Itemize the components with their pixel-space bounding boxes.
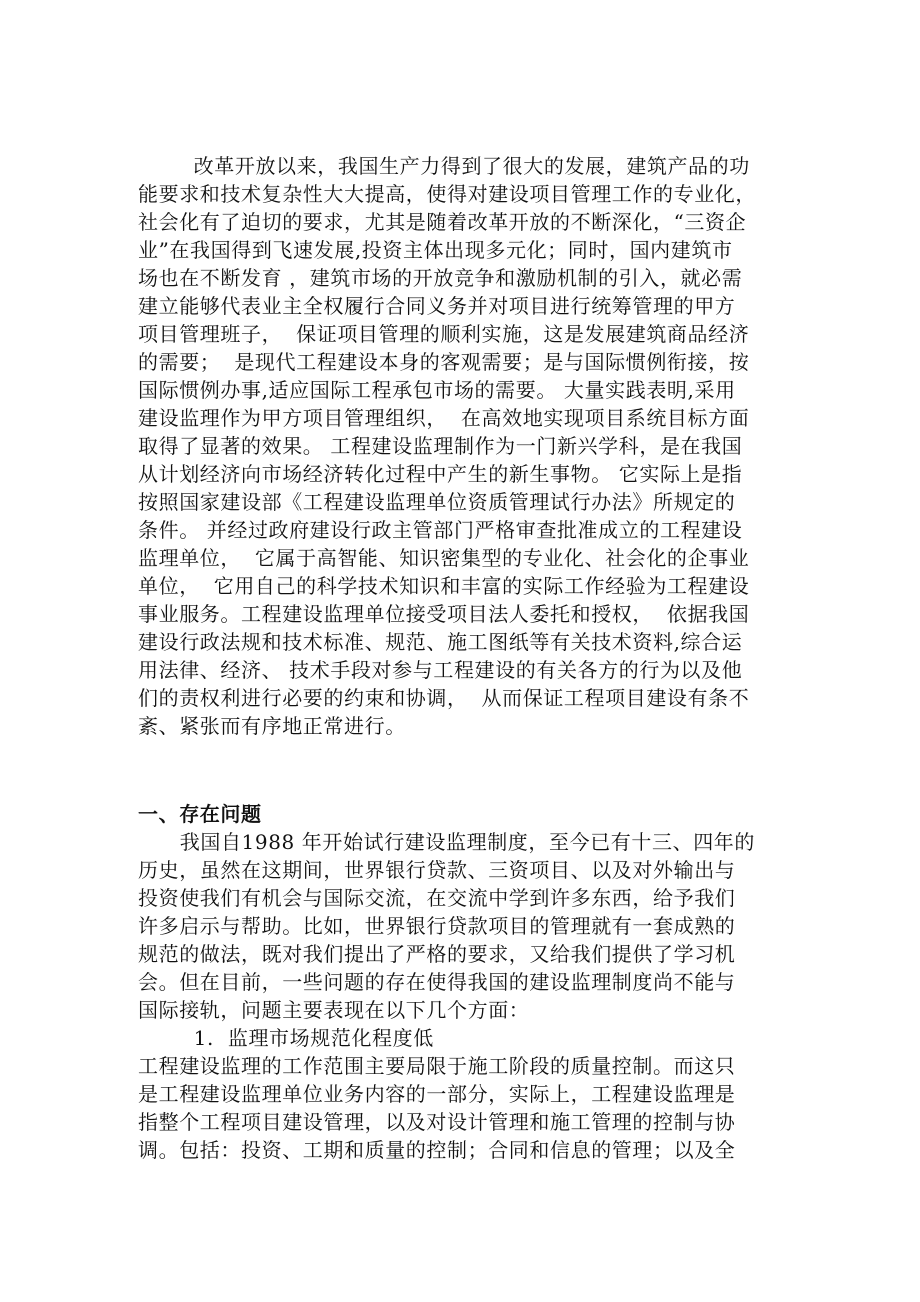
paragraph-line: 投资使我们有机会与国际交流，在交流中学到许多东西，给予我们 [138,886,736,910]
paragraph-line: 改革开放以来，我国生产力得到了很大的发展，建筑产品的功 [138,154,750,178]
paragraph-line: 紊、紧张而有序地正常进行。 [138,714,406,738]
paragraph-line: 项目管理班子， 保证项目管理的顺利实施，这是发展建筑商品经济 [138,322,750,346]
paragraph-line: 是工程建设监理单位业务内容的一部分，实际上，工程建设监理是 [138,1082,736,1106]
paragraph-line: 们的责权利进行必要的约束和协调， 从而保证工程项目建设有条不 [138,686,750,710]
paragraph-line: 国际惯例办事,适应国际工程承包市场的需要。 大量实践表明,采用 [138,378,736,402]
paragraph-line: 国际接轨，问题主要表现在以下几个方面： [138,998,530,1022]
paragraph-line: 用法律、经济、 技术手段对参与工程建设的有关各方的行为以及他 [138,658,743,682]
paragraph-line: 建立能够代表业主全权履行合同义务并对项目进行统筹管理的甲方 [138,294,736,318]
paragraph-line: 单位， 它用自己的科学技术知识和丰富的实际工作经验为工程建设 [138,574,750,598]
paragraph-line: 从计划经济向市场经济转化过程中产生的新生事物。 它实际上是指 [138,462,743,486]
paragraph-line: 事业服务。工程建设监理单位接受项目法人委托和授权， 依据我国 [138,602,750,626]
paragraph-line: 社会化有了迫切的要求，尤其是随着改革开放的不断深化，“三资企 [138,210,747,234]
paragraph-line: 许多启示与帮助。比如，世界银行贷款项目的管理就有一套成熟的 [138,914,736,938]
paragraph-line: 的需要； 是现代工程建设本身的客观需要；是与国际惯例衔接，按 [138,350,750,374]
paragraph-line: 监理单位， 它属于高智能、知识密集型的专业化、社会化的企事业 [138,546,750,570]
paragraph-line: 建设行政法规和技术标准、规范、施工图纸等有关技术资料,综合运 [138,630,743,654]
paragraph-line: 按照国家建设部《工程建设监理单位资质管理试行办法》所规定的 [138,490,736,514]
paragraph-line: 我国自1988 年开始试行建设监理制度，至今已有十三、四年的 [138,830,755,854]
paragraph-line: 业”在我国得到飞速发展,投资主体出现多元化；同时，国内建筑市 [138,238,733,262]
subsection-heading: 1. 监理市场规范化程度低 [138,1026,434,1050]
paragraph-line: 指整个工程项目建设管理，以及对设计管理和施工管理的控制与协 [138,1110,736,1134]
paragraph-line: 能要求和技术复杂性大大提高，使得对建设项目管理工作的专业化， [138,182,756,206]
paragraph-line: 工程建设监理的工作范围主要局限于施工阶段的质量控制。而这只 [138,1054,736,1078]
paragraph-line: 历史，虽然在这期间，世界银行贷款、三资项目、以及对外输出与 [138,858,736,882]
paragraph-line: 建设监理作为甲方项目管理组织， 在高效地实现项目系统目标方面 [138,406,750,430]
paragraph-line: 会。但在目前，一些问题的存在使得我国的建设监理制度尚不能与 [138,970,736,994]
paragraph-line: 规范的做法，既对我们提出了严格的要求，又给我们提供了学习机 [138,942,736,966]
section-heading: 一、存在问题 [138,802,262,826]
paragraph-line: 调。包括：投资、工期和质量的控制；合同和信息的管理；以及全 [138,1138,736,1162]
paragraph-line: 条件。 并经过政府建设行政主管部门严格审查批准成立的工程建设 [138,518,743,542]
paragraph-line: 场也在不断发育 ，建筑市场的开放竞争和激励机制的引入，就必需 [138,266,743,290]
paragraph-line: 取得了显著的效果。 工程建设监理制作为一门新兴学科，是在我国 [138,434,743,458]
